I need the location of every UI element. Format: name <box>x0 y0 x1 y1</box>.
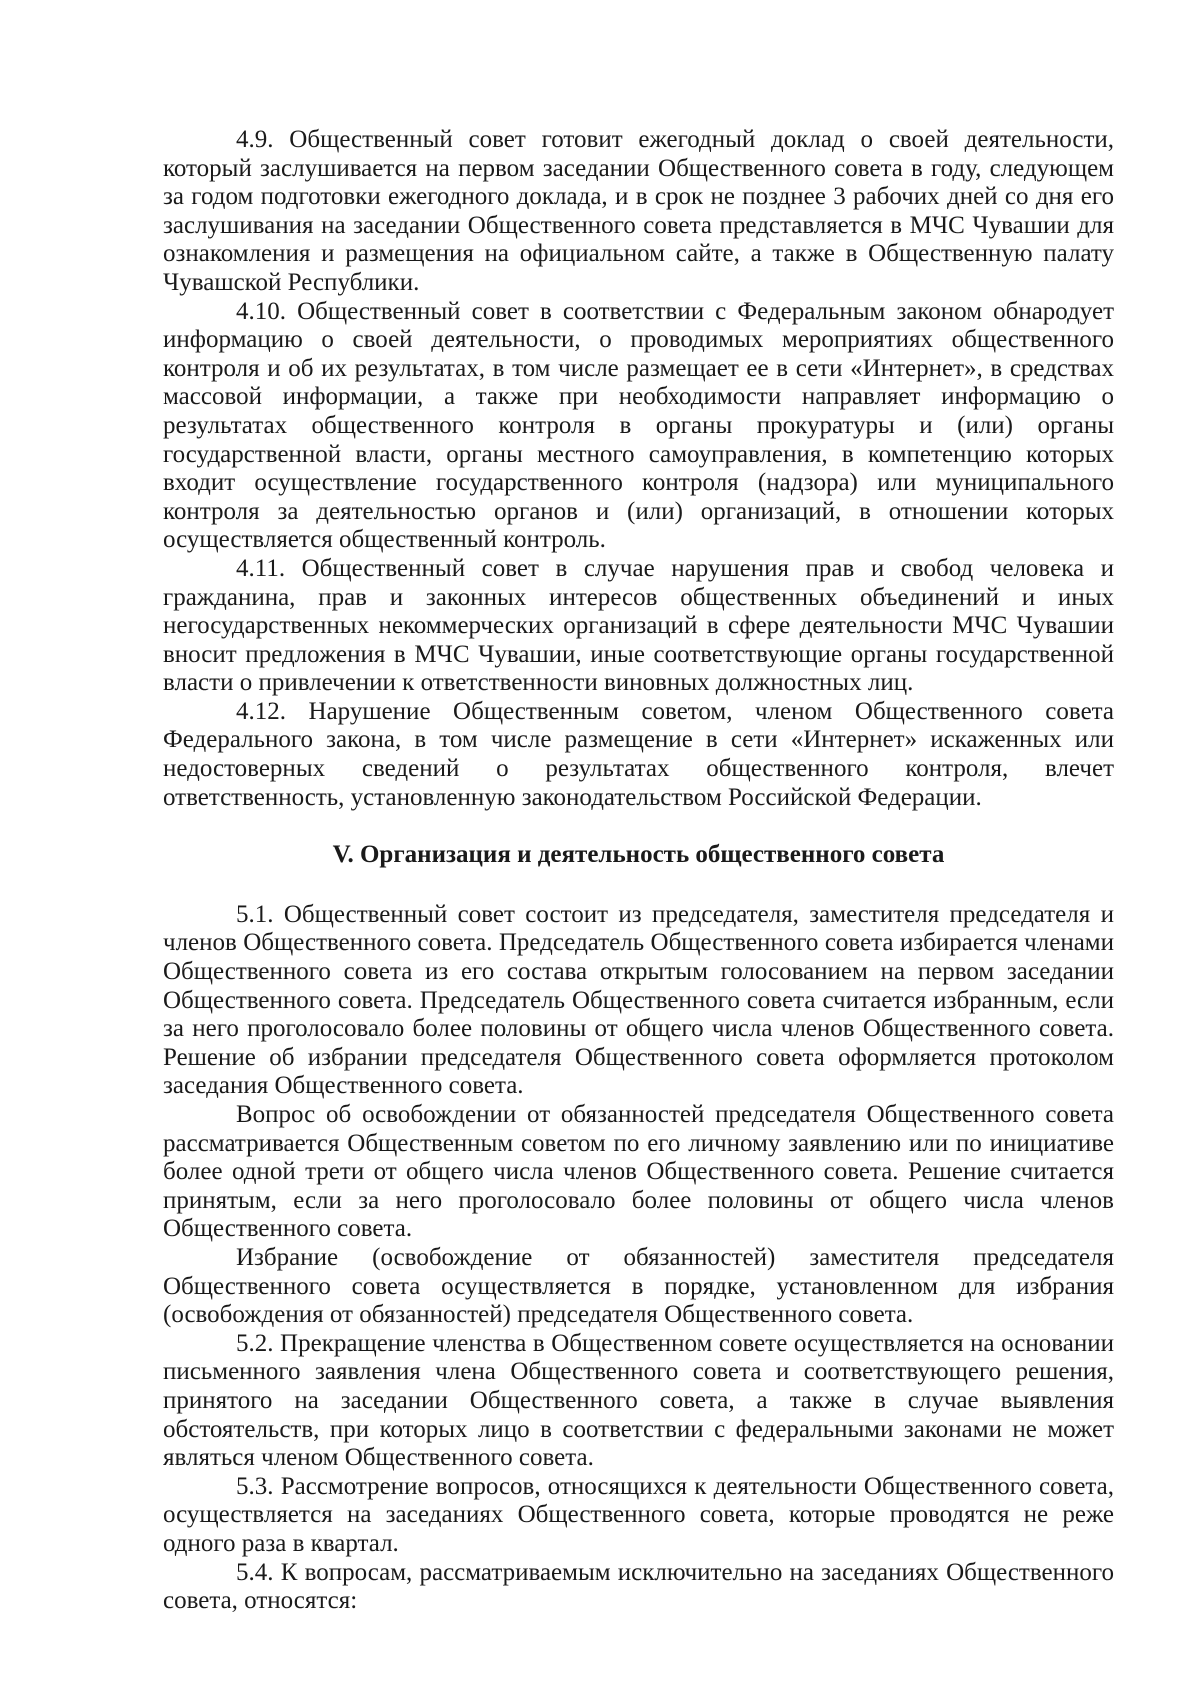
paragraph-chairman-release: Вопрос об освобождении от обязанностей председателя Общественного совета рассматривается Общественным советом по его личному заявлению или по инициативе более одной трети от общего числа членов Общественного совета. Решение считается принятым, если за него проголосовало более половины от общего числа членов Общественного совета. <box>163 1101 1114 1243</box>
section-heading: V. Организация и деятельность общественного совета <box>332 841 945 869</box>
paragraph-5-3: 5.3. Рассмотрение вопросов, относящихся к деятельности Общественного совета, осуществляется на заседаниях Общественного совета, которые проводятся не реже одного раза в квартал. <box>163 1472 1114 1557</box>
document-body <box>163 126 1114 1616</box>
paragraph-4-9: 4.9. Общественный совет готовит ежегодный доклад о своей деятельности, который заслушивается на первом заседании Общественного совета в году, следующем за годом подготовки ежегодного доклада, и в срок не позднее 3 рабочих дней со дня его заслушивания на заседании Общественного совета представляется в МЧС Чувашии для ознакомления и размещения на официальном сайте, а также в Общественную палату Чувашской Республики. <box>163 126 1114 296</box>
paragraph-4-10: 4.10. Общественный совет в соответствии с Федеральным законом обнародует информацию о своей деятельности, о проводимых мероприятиях общественного контроля и об их результатах, в том числе размещает ее в сети «Интернет», в средствах массовой информации, а также при необходимости направляет информацию о результатах общественного контроля в органы прокуратуры и (или) органы государственной власти, органы местного самоуправления, в компетенцию которых входит осуществление государственного контроля (надзора) или муниципального контроля за деятельностью органов и (или) организаций, в отношении которых осуществляется общественный контроль. <box>163 297 1114 554</box>
paragraph-5-1: 5.1. Общественный совет состоит из председателя, заместителя председателя и членов Общественного совета. Председатель Общественного совета избирается членами Общественного совета из его состава открытым голосованием на первом заседании Общественного совета. Председатель Общественного совета считается избранным, если за него проголосовало более половины от общего числа членов Общественного совета. Решение об избрании председателя Общественного совета оформляется протоколом заседания Общественного совета. <box>163 900 1114 1100</box>
paragraph-deputy-election: Избрание (освобождение от обязанностей) заместителя председателя Общественного совета осуществляется в порядке, установленном для избрания (освобождения от обязанностей) председателя Общественного совета. <box>163 1243 1114 1329</box>
paragraph-4-12: 4.12. Нарушение Общественным советом, членом Общественного совета Федерального закона, в том числе размещение в сети «Интернет» искаженных или недостоверных сведений о результатах общественного контроля, влечет ответственность, установленную законодательством Российской Федерации. <box>163 697 1114 811</box>
paragraph-4-11: 4.11. Общественный совет в случае нарушения прав и свобод человека и гражданина, прав и законных интересов общественных объединений и иных негосударственных некоммерческих организаций в сфере деятельности МЧС Чувашии вносит предложения в МЧС Чувашии, иные соответствующие органы государственной власти о привлечении к ответственности виновных должностных лиц. <box>163 554 1114 697</box>
paragraph-5-2: 5.2. Прекращение членства в Общественном совете осуществляется на основании письменного заявления члена Общественного совета и соответствующего решения, принятого на заседании Общественного совета, а также в случае выявления обстоятельств, при которых лицо в соответствии с федеральными законами не может являться членом Общественного совета. <box>163 1329 1114 1472</box>
paragraph-5-4: 5.4. К вопросам, рассматриваемым исключительно на заседаниях Общественного совета, относятся: <box>163 1558 1114 1615</box>
